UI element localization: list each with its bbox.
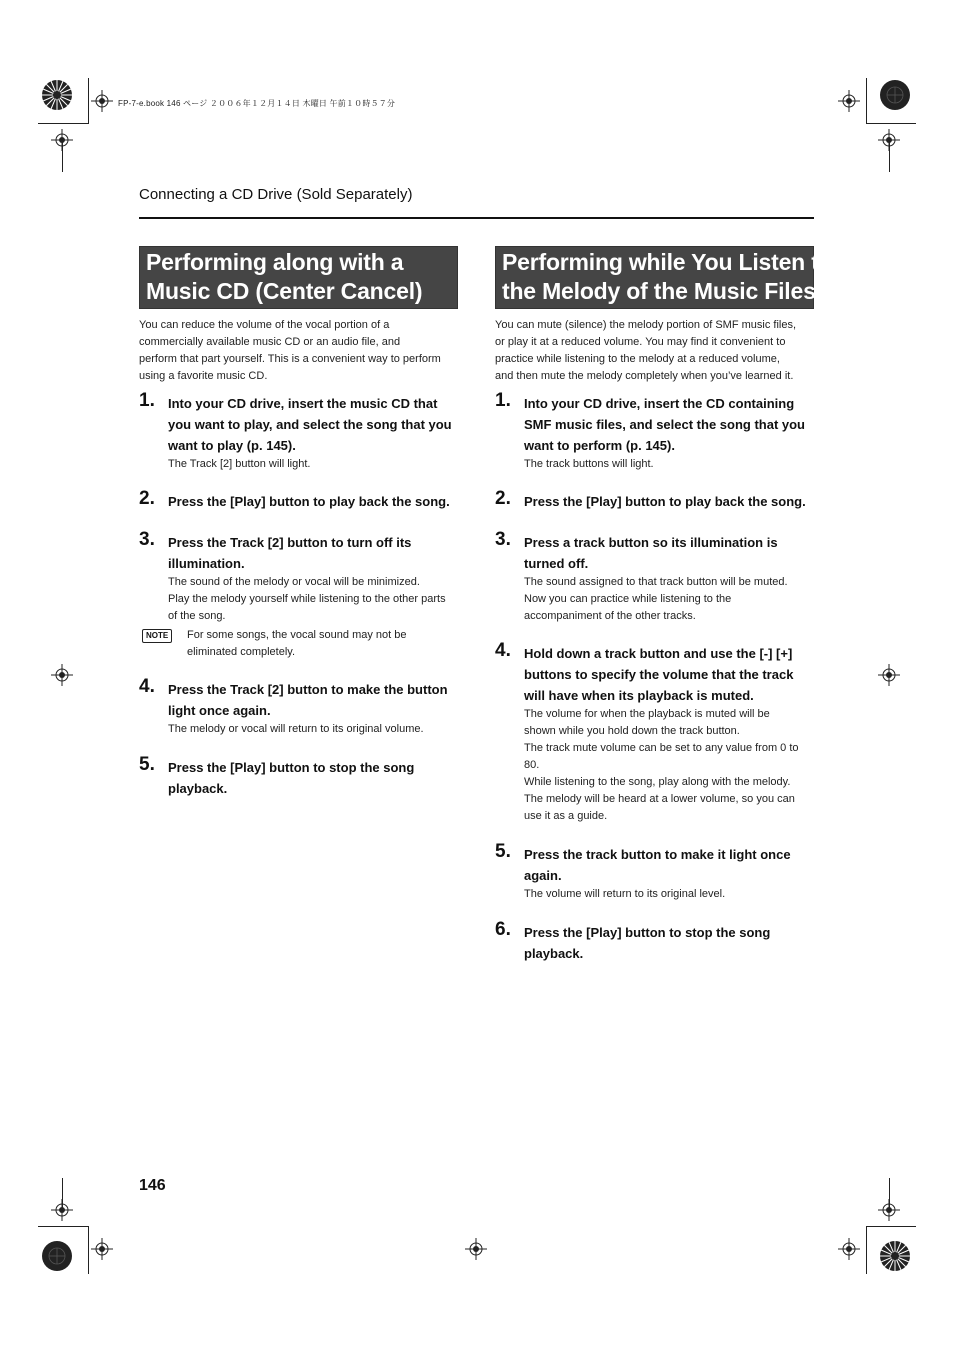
step-title [168, 679, 458, 721]
step-description [524, 886, 814, 903]
step-description [168, 574, 458, 625]
registration-mark-icon [838, 1238, 860, 1260]
title-line: the Melody of the Music Files [502, 278, 816, 304]
step-title-line: will have when its playback is muted. [524, 688, 754, 703]
crop-mark [866, 123, 916, 124]
step-title-line: playback. [524, 946, 584, 961]
step-title-line: you want to play, and select the song that you [168, 417, 452, 432]
step-title-line: playback. [168, 781, 228, 796]
right-column [495, 246, 833, 964]
step-desc-line: of the song. [168, 610, 226, 622]
step-2 [139, 488, 458, 512]
step-title-line: Press the [Play] button to play back the song. [168, 494, 450, 509]
step-desc-line: 80. [524, 759, 540, 771]
step-title-line: Press the Track [2] button to make the button [168, 682, 448, 697]
step-number: 4. [139, 676, 155, 697]
registration-mark-icon [465, 1238, 487, 1260]
step-desc-line: shown while you hold down the track button. [524, 725, 740, 737]
note-line: eliminated completely. [187, 646, 296, 658]
starburst-target-icon [878, 1239, 912, 1273]
step-title [168, 491, 458, 512]
intro-line: commercially available music CD or an audio file, and [139, 336, 401, 348]
step-title-line: Hold down a track button and use the [-] [+] [524, 646, 793, 661]
step-title-line: Into your CD drive, insert the CD containing [524, 396, 795, 411]
step-title-line: Into your CD drive, insert the music CD that [168, 396, 438, 411]
step-3 [139, 529, 458, 625]
step-4 [139, 676, 458, 738]
step-title [524, 491, 814, 512]
header-divider [139, 217, 814, 219]
step-title-line: SMF music files, and select the song that you [524, 417, 805, 432]
intro-line: You can reduce the volume of the vocal portion of a [139, 319, 390, 331]
intro-line: or play it at a reduced volume. You may find it convenient to [495, 336, 786, 348]
registration-mark-icon [51, 664, 73, 686]
step-1 [139, 390, 458, 473]
step-desc-line: Play the melody yourself while listening to the other parts [168, 593, 446, 605]
registration-mark-icon [878, 664, 900, 686]
intro-line: using a favorite music CD. [139, 370, 268, 382]
crop-mark [88, 1226, 89, 1274]
step-desc-line: Now you can practice while listening to the [524, 593, 732, 605]
crop-mark [866, 1226, 867, 1274]
step-title-line: Press a track button so its illumination is [524, 535, 778, 550]
step-number: 2. [139, 488, 155, 509]
step-title [168, 757, 458, 799]
step-desc-line: The volume will return to its original level. [524, 888, 726, 900]
step-desc-line: The melody or vocal will return to its original volume. [168, 723, 424, 735]
step-title-line: illumination. [168, 556, 245, 571]
step-title-line: light once again. [168, 703, 271, 718]
intro-paragraph [139, 317, 458, 385]
step-4 [495, 640, 814, 825]
step-desc-line: The volume for when the playback is muted will be [524, 708, 770, 720]
step-title-line: turned off. [524, 556, 589, 571]
registration-mark-icon [51, 129, 73, 151]
step-title-line: want to play (p. 145). [168, 438, 296, 453]
step-desc-line: The track mute volume can be set to any value from 0 to [524, 742, 799, 754]
step-6 [495, 919, 814, 964]
step-title [168, 532, 458, 574]
step-number: 5. [139, 754, 155, 775]
step-description [168, 456, 458, 473]
step-number: 1. [495, 390, 511, 411]
crop-mark [866, 78, 867, 124]
step-1 [495, 390, 814, 473]
step-desc-line: The track buttons will light. [524, 458, 654, 470]
step-number: 1. [139, 390, 155, 411]
step-title-line: want to perform (p. 145). [524, 438, 675, 453]
step-desc-line: accompaniment of the other tracks. [524, 610, 696, 622]
step-desc-line: The sound assigned to that track button will be muted. [524, 576, 788, 588]
registration-mark-icon [878, 129, 900, 151]
step-title-line: buttons to specify the volume that the track [524, 667, 794, 682]
step-title-line: Press the [Play] button to stop the song [168, 760, 415, 775]
starburst-target-icon [40, 78, 74, 112]
title-line: Performing while You Listen to [502, 249, 833, 275]
section-title-right [495, 246, 833, 309]
step-title-line: Press the [Play] button to stop the song [524, 925, 771, 940]
step-title-line: again. [524, 868, 562, 883]
step-number: 6. [495, 919, 511, 940]
step-desc-line: The sound of the melody or vocal will be minimized. [168, 576, 420, 588]
note-block [139, 627, 458, 661]
crop-mark [38, 123, 88, 124]
registration-mark-icon [878, 1199, 900, 1221]
running-head: Connecting a CD Drive (Sold Separately) [139, 186, 413, 203]
step-3 [495, 529, 814, 625]
step-number: 3. [139, 529, 155, 550]
step-number: 5. [495, 841, 511, 862]
crop-mark [38, 1226, 88, 1227]
step-title [168, 393, 458, 456]
step-title [524, 393, 814, 456]
section-title-left [139, 246, 458, 309]
note-badge: NOTE [142, 629, 172, 643]
intro-line: and then mute the melody completely when you’ve learned it. [495, 370, 794, 382]
step-description [524, 574, 814, 625]
step-5 [495, 841, 814, 903]
intro-paragraph [495, 317, 814, 385]
crop-mark [866, 1226, 916, 1227]
registration-mark-icon [838, 90, 860, 112]
intro-line: You can mute (silence) the melody portion of SMF music files, [495, 319, 797, 331]
step-title-line: Press the track button to make it light once [524, 847, 791, 862]
step-desc-line: The melody will be heard at a lower volume, so you can [524, 793, 795, 805]
page-number: 146 [139, 1177, 166, 1194]
step-title [524, 532, 814, 574]
step-description [524, 706, 814, 825]
step-number: 3. [495, 529, 511, 550]
title-line: Performing along with a [146, 249, 404, 275]
registration-mark-icon [91, 90, 113, 112]
registration-mark-icon [51, 1199, 73, 1221]
registration-mark-icon [91, 1238, 113, 1260]
step-title-line: Press the Track [2] button to turn off its [168, 535, 412, 550]
intro-line: practice while listening to the melody at a reduced volume, [495, 353, 780, 365]
step-description [524, 456, 814, 473]
crop-mark [88, 78, 89, 124]
step-description [168, 721, 458, 738]
step-number: 4. [495, 640, 511, 661]
step-title-line: Press the [Play] button to play back the song. [524, 494, 806, 509]
dot-target-icon [40, 1239, 74, 1273]
step-desc-line: While listening to the song, play along with the melody. [524, 776, 791, 788]
step-title [524, 643, 814, 706]
title-line: Music CD (Center Cancel) [146, 278, 423, 304]
left-column [139, 246, 458, 799]
step-title [524, 922, 814, 964]
note-line: For some songs, the vocal sound may not be [187, 629, 407, 641]
dot-target-icon [878, 78, 912, 112]
step-desc-line: The Track [2] button will light. [168, 458, 311, 470]
step-title [524, 844, 814, 886]
step-5 [139, 754, 458, 799]
step-desc-line: use it as a guide. [524, 810, 608, 822]
step-number: 2. [495, 488, 511, 509]
step-2 [495, 488, 814, 512]
intro-line: perform that part yourself. This is a convenient way to perform [139, 353, 441, 365]
file-info: FP-7-e.book 146 ページ ２００６年１２月１４日 木曜日 午前１０時５７分 [118, 99, 396, 108]
